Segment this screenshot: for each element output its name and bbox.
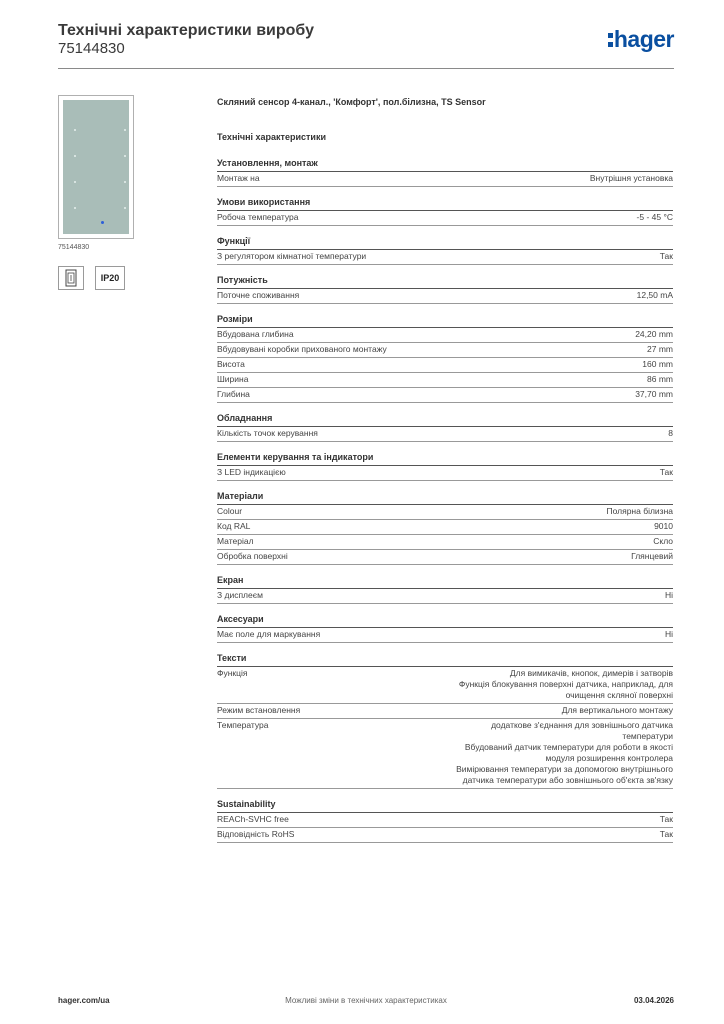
spec-label: Обробка поверхні — [217, 551, 288, 561]
document-title: Технічні характеристики виробу — [58, 22, 314, 39]
flush-mount-icon — [58, 266, 84, 290]
spec-row — [217, 589, 673, 604]
section-title: Матеріали — [217, 490, 673, 505]
spec-section — [217, 313, 673, 403]
spec-value: Так — [659, 467, 673, 477]
section-title: Екран — [217, 574, 673, 589]
specifications-heading: Технічні характеристики — [217, 132, 326, 142]
spec-label: Вбудовувані коробки прихованого монтажу — [217, 344, 387, 354]
hager-logo — [608, 26, 674, 50]
spec-section — [217, 613, 673, 643]
spec-label: REACh-SVHC free — [217, 814, 289, 824]
spec-label: Вбудована глибина — [217, 329, 294, 339]
spec-value: Скло — [653, 536, 673, 546]
spec-section — [217, 274, 673, 304]
spec-label: Матеріал — [217, 536, 254, 546]
spec-value: Ні — [664, 629, 673, 639]
spec-row — [217, 466, 673, 481]
section-title: Установлення, монтаж — [217, 157, 673, 172]
ip-rating-badge: IP20 — [95, 266, 125, 290]
spec-value: Так — [659, 251, 673, 261]
spec-row — [217, 373, 673, 388]
spec-value: Ні — [664, 590, 673, 600]
spec-label: Відповідність RoHS — [217, 829, 295, 839]
spec-row — [217, 427, 673, 442]
spec-section — [217, 196, 673, 226]
section-title: Sustainability — [217, 798, 673, 813]
spec-label: Має поле для маркування — [217, 629, 321, 639]
spec-row — [217, 520, 673, 535]
spec-row — [217, 667, 673, 704]
sensor-dot — [124, 181, 126, 183]
spec-label: Код RAL — [217, 521, 251, 531]
spec-row — [217, 358, 673, 373]
spec-value: 9010 — [654, 521, 673, 531]
spec-value: 24,20 mm — [635, 329, 673, 339]
spec-section — [217, 574, 673, 604]
footer-note: Можливі зміни в технічних характеристиках — [285, 996, 447, 1005]
section-title: Потужність — [217, 274, 673, 289]
logo-colon-icon — [608, 31, 613, 48]
spec-value: Так — [659, 814, 673, 824]
spec-row — [217, 813, 673, 828]
header-divider — [58, 68, 674, 69]
spec-row — [217, 535, 673, 550]
product-code: 75144830 — [58, 40, 125, 57]
spec-value: 86 mm — [647, 374, 673, 384]
sensor-dot — [124, 129, 126, 131]
sensor-dot — [74, 207, 76, 209]
spec-value: 12,50 mA — [636, 290, 673, 300]
spec-row — [217, 250, 673, 265]
sensor-dot — [74, 181, 76, 183]
spec-label: З регулятором кімнатної температури — [217, 251, 367, 261]
section-title: Елементи керування та індикатори — [217, 451, 673, 466]
led-indicator — [101, 221, 104, 224]
footer-website: hager.com/ua — [58, 996, 110, 1005]
spec-value: Внутрішня установка — [589, 173, 673, 183]
spec-value: Так — [659, 829, 673, 839]
spec-row — [217, 328, 673, 343]
spec-label: Кількість точок керування — [217, 428, 318, 438]
spec-row — [217, 550, 673, 565]
glass-panel — [63, 100, 129, 234]
spec-row — [217, 211, 673, 226]
spec-section — [217, 652, 673, 789]
spec-section — [217, 412, 673, 442]
spec-label: Робоча температура — [217, 212, 299, 222]
spec-value: 160 mm — [642, 359, 673, 369]
spec-section — [217, 798, 673, 843]
image-caption: 75144830 — [58, 244, 90, 251]
sensor-dot — [74, 129, 76, 131]
section-title: Функції — [217, 235, 673, 250]
spec-section — [217, 235, 673, 265]
spec-label: Режим встановлення — [217, 705, 301, 715]
spec-label: Ширина — [217, 374, 249, 384]
spec-label: З дисплеєм — [217, 590, 263, 600]
section-title: Тексти — [217, 652, 673, 667]
spec-label: Colour — [217, 506, 243, 516]
section-title: Умови використання — [217, 196, 673, 211]
spec-row — [217, 828, 673, 843]
spec-label: Монтаж на — [217, 173, 260, 183]
section-title: Аксесуари — [217, 613, 673, 628]
spec-value: Глянцевий — [631, 551, 673, 561]
specification-panel — [217, 96, 673, 852]
spec-value: Полярна білизна — [606, 506, 673, 516]
page-footer — [58, 996, 674, 1010]
spec-section — [217, 157, 673, 187]
product-name: Скляний сенсор 4-канал., 'Комфорт', пол.білизна, TS Sensor — [217, 97, 486, 107]
spec-value: додаткове з'єднання для зовнішнього датчика температури Вбудований датчик температури для роботи в якості модуля розширення контролера Вимірювання температури за допомогою внутрішнього датчика температури або зовнішнього об'єкта зв'язку — [456, 720, 673, 785]
spec-sections — [217, 157, 673, 843]
spec-value: 37,70 mm — [635, 389, 673, 399]
spec-row — [217, 505, 673, 520]
spec-label: Висота — [217, 359, 245, 369]
spec-label: Глибина — [217, 389, 250, 399]
spec-row — [217, 719, 673, 789]
spec-row — [217, 172, 673, 187]
spec-value: -5 - 45 °C — [636, 212, 673, 222]
spec-label: Функція — [217, 668, 248, 678]
spec-row — [217, 388, 673, 403]
page-header — [58, 20, 674, 64]
spec-row — [217, 628, 673, 643]
spec-row — [217, 343, 673, 358]
product-image — [58, 95, 134, 239]
spec-section — [217, 451, 673, 481]
spec-label: З LED індикацією — [217, 467, 286, 477]
spec-section — [217, 490, 673, 565]
sensor-dot — [124, 207, 126, 209]
spec-value: Для вертикального монтажу — [561, 705, 673, 715]
spec-row — [217, 704, 673, 719]
spec-label: Температура — [217, 720, 269, 730]
sensor-dot — [124, 155, 126, 157]
footer-date: 03.04.2026 — [633, 996, 674, 1005]
spec-value: 27 mm — [647, 344, 673, 354]
section-title: Обладнання — [217, 412, 673, 427]
spec-value: Для вимикачів, кнопок, димерів і затворів Функція блокування поверхні датчика, наприклад, для очищення скляної поверхні — [458, 668, 673, 700]
spec-label: Поточне споживання — [217, 290, 300, 300]
section-title: Розміри — [217, 313, 673, 328]
logo-text: hager — [613, 26, 674, 52]
spec-row — [217, 289, 673, 304]
sensor-dot — [74, 155, 76, 157]
spec-value: 8 — [668, 428, 673, 438]
